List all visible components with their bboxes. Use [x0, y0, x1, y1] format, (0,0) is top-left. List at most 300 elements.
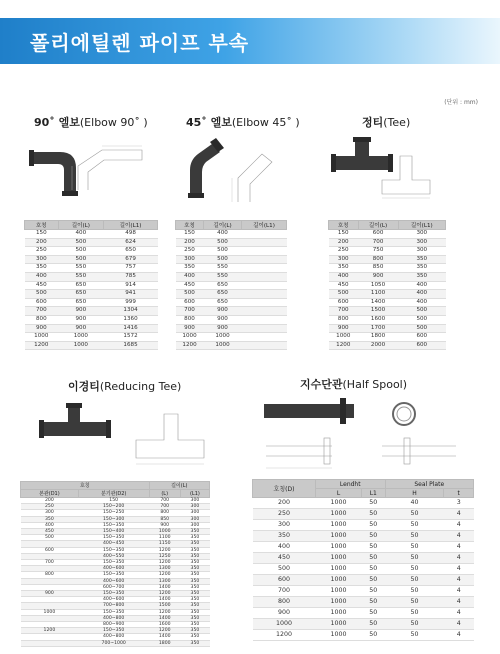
table-row: [21, 640, 210, 646]
table-cell: [242, 281, 287, 290]
table-cell: 300: [21, 510, 79, 516]
elbow45-title-ko: 45˚ 엘보: [186, 116, 232, 129]
tee-title-ko: 정티: [362, 116, 384, 129]
table-row: [25, 230, 158, 239]
table-cell: 400~600: [78, 597, 149, 603]
table-cell: 200: [176, 238, 204, 247]
table-cell: 550: [204, 272, 242, 281]
table-cell: 900: [204, 315, 242, 324]
table-row: [329, 298, 446, 307]
table-cell: 1200: [149, 572, 180, 578]
table-cell: 1000: [315, 586, 361, 597]
elbow45-title: [186, 114, 300, 130]
table-cell: 800: [21, 572, 79, 578]
table-cell: 200: [253, 498, 316, 509]
tee-header-l1: 길이(L1): [398, 221, 445, 230]
table-cell: 600: [329, 298, 359, 307]
title-banner: [0, 18, 500, 64]
table-cell: 3: [444, 498, 474, 509]
table-cell: 300: [176, 255, 204, 264]
table-cell: 914: [104, 281, 158, 290]
table-cell: 1000: [21, 609, 79, 615]
table-cell: 700: [253, 586, 316, 597]
table-row: [25, 333, 158, 342]
table-cell: 400~450: [78, 541, 149, 547]
table-cell: 50: [362, 586, 385, 597]
table-row: [329, 341, 446, 350]
table-cell: 50: [385, 520, 444, 531]
table-cell: 4: [444, 564, 474, 575]
table-cell: 900: [58, 324, 104, 333]
table-cell: 1400: [149, 615, 180, 621]
table-cell: 300: [398, 238, 445, 247]
table-cell: 4: [444, 630, 474, 641]
half-spool-photo: [262, 396, 358, 426]
table-cell: 1000: [315, 553, 361, 564]
table-cell: 150~300: [78, 516, 149, 522]
table-cell: 679: [104, 255, 158, 264]
table-cell: 150: [176, 230, 204, 239]
table-cell: 1200: [149, 560, 180, 566]
table-row: [253, 630, 474, 641]
table-cell: 300: [180, 516, 209, 522]
table-cell: 150~400: [78, 529, 149, 535]
table-cell: 500: [253, 564, 316, 575]
table-cell: 350: [180, 615, 209, 621]
table-cell: 1000: [315, 542, 361, 553]
table-cell: 400: [25, 272, 59, 281]
table-cell: 350: [180, 535, 209, 541]
table-cell: 50: [362, 509, 385, 520]
table-cell: 250: [253, 509, 316, 520]
table-cell: 900: [204, 324, 242, 333]
table-cell: 700: [176, 307, 204, 316]
table-row: [176, 290, 287, 299]
reducing-tee-drawing: [130, 410, 210, 472]
table-cell: 50: [385, 542, 444, 553]
table-row: [253, 586, 474, 597]
table-cell: 350: [253, 531, 316, 542]
table-cell: 150~350: [78, 547, 149, 553]
table-cell: 800: [176, 315, 204, 324]
table-row: [329, 307, 446, 316]
table-cell: 450: [253, 553, 316, 564]
table-row: [329, 247, 446, 256]
table-row: [329, 272, 446, 281]
table-cell: 650: [58, 290, 104, 299]
table-cell: 150~350: [78, 628, 149, 634]
table-cell: 500: [176, 290, 204, 299]
table-cell: 50: [385, 597, 444, 608]
table-cell: 700: [25, 307, 59, 316]
reducing-tee-title-en: (Reducing Tee): [99, 380, 182, 393]
table-cell: 350: [180, 609, 209, 615]
table-cell: 1200: [149, 628, 180, 634]
table-cell: 1500: [149, 603, 180, 609]
table-cell: 300: [253, 520, 316, 531]
table-cell: 400~600: [78, 578, 149, 584]
table-cell: 50: [362, 498, 385, 509]
half-spool-drawing: [262, 432, 462, 474]
table-cell: 1304: [104, 307, 158, 316]
table-row: [329, 264, 446, 273]
table-cell: 150~350: [78, 522, 149, 528]
table-cell: 700: [149, 498, 180, 504]
table-cell: 350: [180, 541, 209, 547]
table-cell: 500: [25, 290, 59, 299]
table-cell: 150: [78, 498, 149, 504]
table-cell: 900: [204, 307, 242, 316]
reducing-tee-title: [68, 378, 181, 394]
table-row: [253, 553, 474, 564]
half-spool-header-l1: L1: [362, 489, 385, 498]
elbow90-title-ko: 90˚ 엘보: [34, 116, 80, 129]
table-cell: 300: [329, 255, 359, 264]
table-cell: 650: [58, 298, 104, 307]
table-cell: 150: [25, 230, 59, 239]
table-cell: [242, 333, 287, 342]
table-cell: 498: [104, 230, 158, 239]
table-cell: [242, 230, 287, 239]
table-cell: 400~550: [78, 553, 149, 559]
table-cell: 1000: [58, 333, 104, 342]
table-cell: 1300: [149, 566, 180, 572]
table-cell: 50: [385, 586, 444, 597]
table-cell: 1600: [358, 315, 398, 324]
table-cell: 900: [253, 608, 316, 619]
table-cell: [242, 272, 287, 281]
table-cell: 1000: [315, 575, 361, 586]
table-cell: 350: [398, 255, 445, 264]
table-cell: 1360: [104, 315, 158, 324]
table-cell: 1200: [21, 628, 79, 634]
reducing-tee-header-d1: 본관(D1): [21, 490, 79, 498]
table-cell: 400: [176, 272, 204, 281]
table-cell: 500: [58, 247, 104, 256]
table-row: [176, 255, 287, 264]
table-cell: 500: [204, 255, 242, 264]
table-cell: 4: [444, 542, 474, 553]
table-cell: 300: [180, 522, 209, 528]
table-cell: 350: [180, 591, 209, 597]
table-cell: 600: [398, 333, 445, 342]
table-row: [329, 230, 446, 239]
table-cell: 400: [398, 290, 445, 299]
table-cell: 1700: [358, 324, 398, 333]
table-cell: 550: [204, 264, 242, 273]
table-cell: 300: [398, 230, 445, 239]
table-cell: 4: [444, 531, 474, 542]
table-cell: 1200: [253, 630, 316, 641]
tee-title: [362, 114, 410, 130]
table-cell: 400: [253, 542, 316, 553]
table-cell: 900: [176, 324, 204, 333]
half-spool-title: [300, 376, 407, 392]
table-cell: 300: [180, 498, 209, 504]
table-cell: 1000: [315, 619, 361, 630]
table-cell: 1200: [149, 591, 180, 597]
table-cell: [242, 307, 287, 316]
table-cell: 400: [58, 230, 104, 239]
table-cell: 50: [385, 509, 444, 520]
table-cell: 1200: [149, 609, 180, 615]
half-spool-header-h: H: [385, 489, 444, 498]
table-cell: 50: [362, 542, 385, 553]
table-cell: 350: [329, 264, 359, 273]
table-cell: 4: [444, 520, 474, 531]
table-cell: 1000: [315, 520, 361, 531]
table-cell: 150~250: [78, 510, 149, 516]
table-cell: 50: [385, 619, 444, 630]
table-cell: 700: [21, 560, 79, 566]
table-cell: 300: [25, 255, 59, 264]
table-cell: 4: [444, 608, 474, 619]
table-cell: 1000: [315, 608, 361, 619]
table-cell: 150~350: [78, 535, 149, 541]
table-cell: 2000: [358, 341, 398, 350]
table-cell: 400: [398, 281, 445, 290]
table-cell: 50: [362, 619, 385, 630]
elbow90-table: [24, 220, 158, 350]
half-spool-header-l: L: [315, 489, 361, 498]
table-cell: 785: [104, 272, 158, 281]
table-cell: 50: [385, 575, 444, 586]
half-spool-group-length: Lendht: [315, 480, 385, 489]
elbow45-drawing: [228, 150, 288, 206]
table-cell: 700~1000: [78, 640, 149, 646]
page-title: 폴리에틸렌 파이프 부속: [30, 31, 250, 55]
table-cell: 600: [21, 547, 79, 553]
table-cell: 150~200: [78, 504, 149, 510]
table-cell: 250: [25, 247, 59, 256]
reducing-tee-header-d2: 분기관(D2): [78, 490, 149, 498]
table-cell: 450: [176, 281, 204, 290]
table-cell: 350: [180, 597, 209, 603]
table-row: [176, 272, 287, 281]
table-row: [253, 619, 474, 630]
half-spool-group-seal: Seal Plate: [385, 480, 473, 489]
table-cell: 900: [58, 307, 104, 316]
table-cell: 757: [104, 264, 158, 273]
table-cell: 50: [385, 630, 444, 641]
table-cell: 500: [329, 290, 359, 299]
table-cell: 350: [398, 272, 445, 281]
table-cell: 150~350: [78, 609, 149, 615]
table-cell: 500: [58, 255, 104, 264]
table-cell: 150: [329, 230, 359, 239]
table-cell: 800: [25, 315, 59, 324]
table-cell: 350: [180, 603, 209, 609]
table-cell: [242, 324, 287, 333]
table-row: [176, 324, 287, 333]
table-cell: 50: [362, 575, 385, 586]
table-cell: 50: [362, 608, 385, 619]
table-cell: 50: [385, 553, 444, 564]
table-cell: 900: [358, 272, 398, 281]
table-cell: 400~800: [78, 615, 149, 621]
table-cell: 350: [180, 560, 209, 566]
table-cell: 1000: [176, 333, 204, 342]
table-cell: 600: [253, 575, 316, 586]
table-cell: 600: [398, 341, 445, 350]
table-cell: 800: [149, 510, 180, 516]
table-cell: 800: [329, 315, 359, 324]
table-cell: 800~900: [78, 622, 149, 628]
elbow90-header-nominal: 호칭: [25, 221, 59, 230]
elbow90-drawing: [72, 146, 148, 204]
table-row: [25, 247, 158, 256]
elbow45-table: [175, 220, 287, 350]
table-cell: 40: [385, 498, 444, 509]
table-cell: 250: [176, 247, 204, 256]
table-cell: 700: [358, 238, 398, 247]
table-cell: 1000: [315, 564, 361, 575]
table-cell: 400: [398, 298, 445, 307]
table-cell: 1000: [204, 341, 242, 350]
table-cell: 450: [329, 281, 359, 290]
table-cell: 900: [58, 315, 104, 324]
table-cell: 1000: [315, 531, 361, 542]
table-row: [25, 290, 158, 299]
table-cell: 350: [180, 553, 209, 559]
table-cell: 1200: [176, 341, 204, 350]
table-cell: 1500: [358, 307, 398, 316]
table-cell: 4: [444, 509, 474, 520]
elbow45-title-en: (Elbow 45˚ ): [231, 116, 300, 129]
table-cell: [242, 264, 287, 273]
table-cell: 350: [180, 634, 209, 640]
table-cell: 300: [180, 504, 209, 510]
tee-drawing: [378, 150, 438, 200]
table-cell: 1572: [104, 333, 158, 342]
table-cell: 350: [180, 584, 209, 590]
table-cell: 850: [358, 264, 398, 273]
table-row: [25, 272, 158, 281]
table-cell: [242, 238, 287, 247]
table-row: [176, 230, 287, 239]
half-spool-end-view: [390, 400, 424, 430]
table-cell: 4: [444, 597, 474, 608]
elbow90-header-l: 길이(L): [58, 221, 104, 230]
table-cell: 700: [329, 307, 359, 316]
table-cell: 1200: [329, 341, 359, 350]
half-spool-header-t: t: [444, 489, 474, 498]
table-cell: 350: [25, 264, 59, 273]
table-cell: 1600: [149, 622, 180, 628]
table-cell: 624: [104, 238, 158, 247]
table-cell: [242, 290, 287, 299]
elbow45-header-l: 길이(L): [204, 221, 242, 230]
table-cell: 350: [180, 572, 209, 578]
half-spool-header-nominal: 호칭(D): [253, 480, 316, 498]
table-cell: 1400: [149, 597, 180, 603]
table-cell: 1000: [315, 498, 361, 509]
elbow90-header-l1: 길이(L1): [104, 221, 158, 230]
reducing-tee-title-ko: 이경티: [68, 380, 100, 393]
table-cell: 4: [444, 586, 474, 597]
tee-header-l: 길이(L): [358, 221, 398, 230]
table-cell: 800: [358, 255, 398, 264]
table-cell: 50: [362, 597, 385, 608]
table-cell: 4: [444, 553, 474, 564]
table-cell: 250: [21, 504, 79, 510]
table-cell: 350: [180, 566, 209, 572]
table-row: [253, 608, 474, 619]
unit-note: (단위 : mm): [444, 99, 478, 106]
table-cell: 150~350: [78, 572, 149, 578]
table-cell: [242, 341, 287, 350]
table-cell: 1416: [104, 324, 158, 333]
table-cell: 1050: [358, 281, 398, 290]
table-cell: 650: [204, 298, 242, 307]
table-cell: 250: [329, 247, 359, 256]
table-cell: [21, 640, 79, 646]
table-cell: 450: [25, 281, 59, 290]
table-row: [25, 238, 158, 247]
table-row: [253, 575, 474, 586]
table-cell: 350: [180, 622, 209, 628]
table-cell: 400: [21, 522, 79, 528]
table-cell: 200: [25, 238, 59, 247]
table-cell: 1000: [58, 341, 104, 350]
reducing-tee-table: [20, 481, 210, 647]
table-cell: [242, 315, 287, 324]
table-cell: 1000: [149, 529, 180, 535]
table-cell: 500: [398, 315, 445, 324]
table-cell: 1200: [149, 547, 180, 553]
elbow45-header-l1: 길이(L1): [242, 221, 287, 230]
table-cell: 1000: [315, 630, 361, 641]
table-row: [329, 255, 446, 264]
table-cell: 1100: [149, 535, 180, 541]
table-cell: 350: [180, 547, 209, 553]
table-cell: 1300: [149, 578, 180, 584]
table-row: [25, 315, 158, 324]
table-cell: 50: [362, 520, 385, 531]
table-cell: 200: [329, 238, 359, 247]
table-cell: 650: [204, 290, 242, 299]
table-cell: 50: [362, 564, 385, 575]
table-cell: 350: [176, 264, 204, 273]
reducing-tee-header-l: (L): [149, 490, 180, 498]
table-cell: 600~700: [78, 584, 149, 590]
table-cell: 600: [176, 298, 204, 307]
table-cell: 400~800: [78, 634, 149, 640]
table-cell: 50: [362, 531, 385, 542]
elbow90-title-en: (Elbow 90˚ ): [79, 116, 148, 129]
table-cell: 1000: [25, 333, 59, 342]
table-cell: 50: [362, 553, 385, 564]
table-cell: 1400: [358, 298, 398, 307]
table-cell: 1400: [149, 584, 180, 590]
table-row: [329, 238, 446, 247]
table-row: [25, 264, 158, 273]
table-cell: 600: [358, 230, 398, 239]
elbow45-photo: [182, 140, 232, 200]
table-row: [253, 531, 474, 542]
table-cell: 1250: [149, 553, 180, 559]
table-row: [176, 333, 287, 342]
table-row: [176, 315, 287, 324]
table-cell: 1150: [149, 541, 180, 547]
table-row: [176, 307, 287, 316]
table-cell: 300: [398, 247, 445, 256]
table-cell: 1200: [25, 341, 59, 350]
reducing-tee-header-l1: (L1): [180, 490, 209, 498]
table-cell: 1800: [149, 640, 180, 646]
table-row: [253, 564, 474, 575]
table-row: [253, 597, 474, 608]
